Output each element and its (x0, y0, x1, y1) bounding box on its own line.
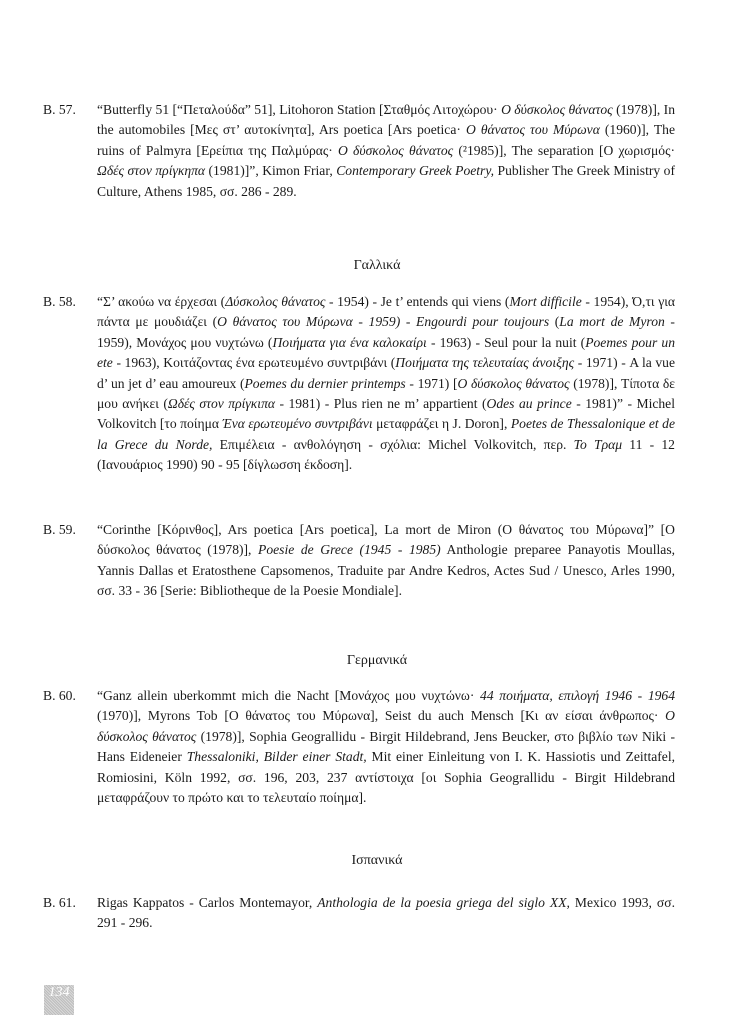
italic-title-text: Δύσκολος θάνατος (225, 294, 326, 309)
page-number: 134 (44, 985, 74, 1015)
italic-title-text: Odes au prince (486, 396, 572, 412)
entry-text (97, 520, 675, 602)
entry-text-segment: Mexico 1993, σσ. 291 - 296. (97, 895, 675, 931)
entry-text-segment: Επιμέλεια - ανθολόγηση - σχόλια: Michel Volkovitch, περ. (212, 436, 574, 452)
bibliography-entry-b61 (43, 893, 675, 934)
entry-text-segment: (1960)], The ruins of Palmyra [Ερείπια της Παλμύρας· (97, 122, 675, 158)
entry-text (97, 100, 675, 202)
entry-text-segment: Publisher The Greek Ministry of Culture, Athens 1985, σσ. 286 - 289. (97, 163, 675, 199)
section-heading-german: Γερμανικά (346, 653, 408, 668)
entry-text-segment: - 1963) - Seul pour la nuit ( (426, 334, 586, 350)
italic-title-text: Το Τραμ (573, 436, 623, 452)
entry-text-segment: (1978)], Sophia Geograllidu - Birgit Hildebrand, Jens Beucker, στο βιβλίο των Niki - Hans Eideneier (97, 728, 675, 765)
italic-title-text: Ένα ερωτευμένο συντριβάνι (222, 416, 373, 432)
section-heading-french: Γαλλικά (353, 258, 401, 273)
entry-number: Β. 60. (43, 688, 76, 703)
entry-text-segment: “Corinthe [Κόρινθος], Ars poetica [Ars poetica], La mort de Miron (Ο θάνατος του Μύρωνα]” [Ο δύσκολος θάνατος (1978)], (97, 522, 675, 558)
italic-title-text: Ποιήματα της τελευταίας άνοιξης (395, 355, 575, 371)
italic-title-text: Poesie de Grece (1945 - 1985) (258, 542, 441, 558)
entry-number: Β. 59. (43, 522, 76, 537)
italic-title-text: Ποιήματα για ένα καλοκαίρι (272, 334, 427, 350)
entry-text (97, 686, 675, 808)
section-heading-spanish: Ισπανικά (351, 853, 403, 868)
italic-title-text: Poetes de Thessalonique et de la Grece du Norde, (97, 416, 676, 452)
italic-title-text: Mort difficile (509, 294, 582, 309)
entry-text-segment: (1981)]”, Kimon Friar, (205, 163, 337, 179)
italic-title-text: Ο θάνατος του Μύρωνα (465, 122, 600, 138)
entry-number: Β. 57. (43, 102, 76, 117)
italic-title-text: Poemes du dernier printemps (244, 375, 406, 391)
italic-title-text: Ο δύσκολος θάνατος (97, 708, 675, 744)
italic-title-text: Contemporary Greek Poetry, (336, 163, 495, 179)
italic-title-text: Ωδές στον πρίγκιπα (167, 396, 276, 412)
entry-text-segment: (1978)], In the automobiles [Μες στ’ αυτοκίνητα], Ars poetica [Ars poetica· (97, 102, 675, 138)
bibliography-entry-b59 (43, 520, 675, 602)
italic-title-text: Ο δύσκολος θάνατος (338, 142, 454, 158)
entry-text-segment: (1978)], Τίποτα δε μου ανήκει ( (97, 375, 675, 412)
entry-text-segment: Rigas Kappatos - Carlos Montemayor, (97, 895, 318, 910)
italic-title-text: Ο θάνατος του Μύρωνα - 1959) - Engourdi pour toujours (217, 314, 550, 330)
entry-text-segment: “Ganz allein uberkommt mich die Nacht [Μονάχος μου νυχτώνω· (97, 688, 481, 703)
italic-title-text: Thessaloniki, Bilder einer Stadt, (186, 749, 367, 765)
italic-title-text: Poemes pour un ete (97, 334, 675, 371)
bibliography-entry-b57 (43, 100, 675, 202)
entry-text-segment: μεταφράζει η J. Doron], (372, 416, 511, 432)
entry-text-segment: “Butterfly 51 [“Πεταλούδα” 51], Litohoron Station [Σταθμός Λιτοχώρου· (97, 102, 502, 117)
bibliography-entry-b60 (43, 686, 675, 808)
entry-text-segment: - 1954), Ό,τι για πάντα με μουδιάζει ( (97, 294, 675, 330)
entry-text-segment: (1970)], Myrons Tob [Ο θάνατος του Μύρωνα], Seist du auch Mensch [Κι αν είσαι άνθρωπος· (97, 708, 666, 724)
italic-title-text: La mort de Myron (559, 314, 665, 330)
entry-text (97, 292, 675, 476)
entry-text-segment: - 1981)” - Michel Volkovitch [το ποίημα (97, 396, 675, 432)
entry-text-segment: Anthologie preparee Panayotis Moullas, Yannis Dallas et Eratosthene Capsomenos, Traduite par Andre Kedros, Actes Sud / Unesco, Arles 1990, σσ. 33 - 36 [Serie: Bibliotheque de la Poesie Mondiale]. (97, 542, 676, 599)
entry-text-segment: ( (549, 314, 560, 330)
entry-text (97, 893, 675, 934)
italic-title-text: 44 ποιήματα, επιλογή 1946 - 1964 (480, 688, 676, 703)
italic-title-text: Ωδές στον πρίγκηπα (97, 163, 206, 179)
italic-title-text: Anthologia de la poesia griega del siglo XX, (317, 895, 570, 910)
entry-number: Β. 61. (43, 895, 76, 910)
bibliography-entry-b58 (43, 292, 675, 476)
entry-text-segment: - 1971) [ (405, 375, 458, 391)
entry-text-segment: “Σ’ ακούω να έρχεσαι ( (97, 294, 226, 309)
entry-text-segment: - 1963), Κοιτάζοντας ένα ερωτευμένο συντριβάνι ( (112, 355, 396, 371)
entry-number: Β. 58. (43, 294, 76, 309)
entry-text-segment: - 1971) - A la vue d’ un jet d’ eau amoureux ( (97, 355, 676, 391)
entry-text-segment: - 1959), Μονάχος μου νυχτώνω ( (97, 314, 675, 350)
entry-text-segment: (²1985)], The separation [Ο χωρισμός· (453, 142, 675, 158)
entry-text-segment: - 1981) - Plus rien ne m’ appartient ( (275, 396, 487, 412)
entry-text-segment: Mit einer Einleitung von I. K. Hassiotis und Zeittafel, Romiosini, Köln 1992, σσ. 196, 203, 237 αντίστοιχα [οι Sophia Geograllidu - Birgit Hildebrand μεταφράζουν το πρώτο και το τελευταίο ποίημα]. (97, 749, 675, 806)
entry-text-segment: - 1954) - Je t’ entends qui viens ( (325, 294, 510, 309)
italic-title-text: Ο δύσκολος θάνατος (501, 102, 613, 117)
entry-text-segment: 11 - 12 (Ιανουάριος 1990) 90 - 95 [δίγλωσση έκδοση]. (97, 436, 675, 473)
italic-title-text: Ο δύσκολος θάνατος (457, 375, 570, 391)
